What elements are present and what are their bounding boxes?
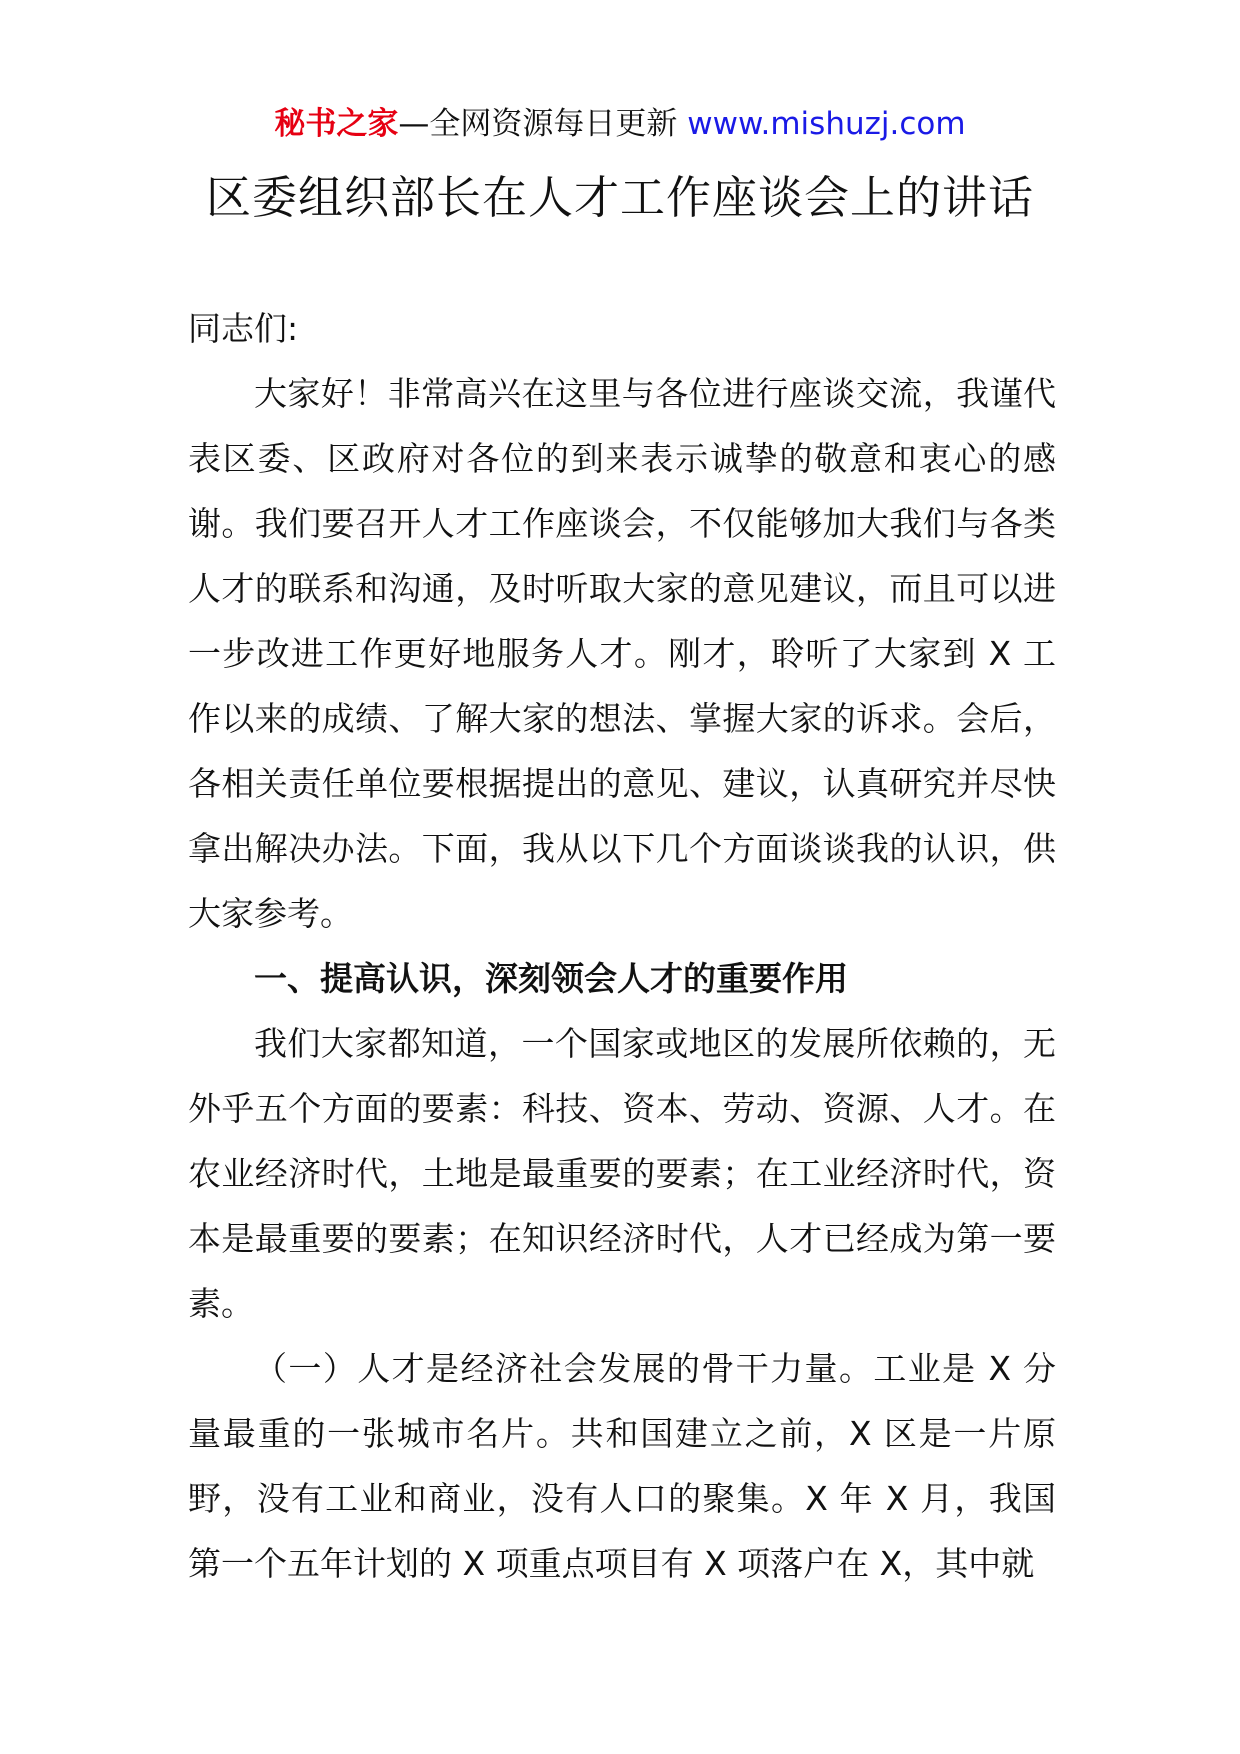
brand-name: 秘书之家 — [274, 106, 399, 142]
site-header — [0, 104, 1240, 144]
header-slogan: —全网资源每日更新 — [398, 106, 688, 142]
site-url-link[interactable]: www.mishuzj.com — [687, 106, 966, 142]
document-body — [188, 296, 1056, 1596]
paragraph-opening: 大家好！非常高兴在这里与各位进行座谈交流，我谨代表区委、区政府对各位的到来表示诚挚的敬意和衷心的感谢。我们要召开人才工作座谈会，不仅能够加大我们与各类人才的联系和沟通，及时听取大家的意见建议，而且可以进一步改进工作更好地服务人才。刚才，聆听了大家到 X 工作以来的成绩、了解大家的想法、掌握大家的诉求。会后，各相关责任单位要根据提出的意见、建议，认真研究并尽快拿出解决办法。下面，我从以下几个方面谈谈我的认识，供大家参考。 — [188, 374, 1056, 933]
paragraph-elements: 我们大家都知道，一个国家或地区的发展所依赖的，无外乎五个方面的要素：科技、资本、劳动、资源、人才。在农业经济时代，土地是最重要的要素；在工业经济时代，资本是最重要的要素；在知识经济时代，人才已经成为第一要素。 — [188, 1024, 1056, 1323]
paragraph-subsection-1: （一）人才是经济社会发展的骨干力量。工业是 X 分量最重的一张城市名片。共和国建立之前，X 区是一片原野，没有工业和商业，没有人口的聚集。X 年 X 月，我国第一个五年计划的 X 项重点项目有 X 项落户在 X，其中就 — [188, 1349, 1056, 1583]
document-title: 区委组织部长在人才工作座谈会上的讲话 — [205, 171, 1034, 224]
section-heading-1: 一、提高认识，深刻领会人才的重要作用 — [254, 959, 848, 998]
salutation: 同志们: — [188, 309, 299, 348]
